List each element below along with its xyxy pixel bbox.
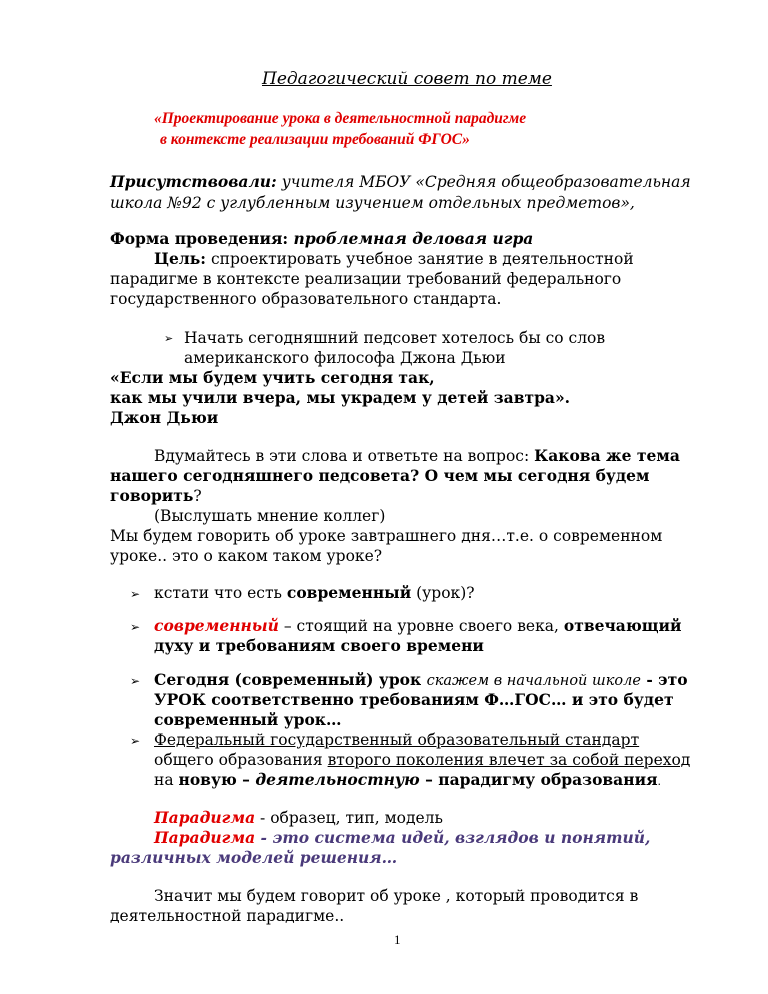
arrow-bullet-icon: ➢ bbox=[164, 332, 174, 345]
form-label: Форма проведения: bbox=[110, 229, 294, 248]
present-text-1: учителя МБОУ «Средняя общеобразовательная bbox=[276, 173, 691, 191]
final-line-1: Значит мы будем говорит об уроке , который проводится в bbox=[154, 887, 639, 905]
present-label: Присутствовали: bbox=[110, 172, 277, 191]
theme-line-2: в контексте реализации требований ФГОС» bbox=[160, 131, 470, 148]
bullet-2-text-a: кстати что есть bbox=[154, 584, 287, 602]
paradigm-2-line-2: различных моделей решения… bbox=[110, 848, 398, 867]
quote-line-2: как мы учили вчера, мы украдем у детей завтра». bbox=[110, 388, 571, 407]
bullet-2-text-c: (урок)? bbox=[411, 584, 475, 602]
bullet-4-line-1 bbox=[154, 670, 688, 691]
paradigm-2-def: - это система идей, взглядов и понятий, bbox=[255, 828, 651, 847]
bullet-2-line bbox=[154, 583, 475, 603]
goal-line-3: государственного образовательного стандарта. bbox=[110, 290, 502, 308]
p1-text: Вдумайтесь в эти слова и ответьте на вопрос: bbox=[154, 447, 535, 465]
paradigm-1-def: - образец, тип, модель bbox=[255, 809, 443, 827]
p3-line-2: уроке.. это о каком таком уроке? bbox=[110, 547, 383, 565]
p1-line-3 bbox=[110, 486, 202, 506]
bullet-3-bold: отвечающий bbox=[563, 616, 682, 635]
bullet-4-dash: - это bbox=[640, 670, 688, 689]
bullet-1-line-1: Начать сегодняшний педсовет хотелось бы со слов bbox=[184, 329, 606, 347]
paradigm-1-term: Парадигма bbox=[154, 808, 256, 827]
bullet-3-text: – стоящий на уровне своего века, bbox=[278, 617, 564, 635]
arrow-bullet-icon: ➢ bbox=[130, 587, 141, 601]
bullet-5-underlined: второго поколения влечет за собой переход bbox=[327, 751, 691, 769]
bullet-5-text: общего образования bbox=[154, 751, 328, 769]
p3-line-1: Мы будем говорить об уроке завтрашнего дня…т.е. о современном bbox=[110, 527, 663, 545]
bullet-2-bold: современный bbox=[286, 583, 412, 602]
arrow-bullet-icon: ➢ bbox=[130, 674, 141, 688]
arrow-bullet-icon: ➢ bbox=[130, 734, 141, 748]
p1-bold-3: говорить bbox=[110, 486, 194, 505]
bullet-4-italic: скажем в начальной школе bbox=[426, 673, 641, 689]
present-line-2: школа №92 с углубленным изучением отдельных предметов», bbox=[110, 194, 635, 212]
paradigm-1-line bbox=[154, 808, 443, 828]
arrow-bullet-icon: ➢ bbox=[130, 620, 141, 634]
bullet-3-term: современный bbox=[154, 616, 279, 635]
bullet-5-na: на bbox=[154, 771, 179, 789]
bullet-3-line-2: духу и требованиям своего времени bbox=[154, 636, 484, 655]
bullet-5-line-3 bbox=[154, 770, 661, 792]
paradigm-2-line-1 bbox=[154, 828, 650, 848]
goal-line-2: парадигме в контексте реализации требований федерального bbox=[110, 270, 622, 288]
bullet-5-line-2 bbox=[154, 750, 690, 770]
bullet-5-paradigm: – парадигму образования bbox=[419, 770, 658, 789]
p1-bold-1: Какова же тема bbox=[534, 446, 680, 465]
theme-line-1: «Проектирование урока в деятельностной парадигме bbox=[154, 110, 527, 127]
bullet-1-line-2: американского философа Джона Дьюи bbox=[184, 349, 506, 367]
bullet-4-bold: Сегодня (современный) урок bbox=[154, 670, 427, 689]
p1-line-2: нашего сегодняшнего педсовета? О чем мы сегодня будем bbox=[110, 466, 650, 485]
form-line bbox=[110, 229, 533, 249]
goal-text-1: спроектировать учебное занятие в деятельностной bbox=[206, 250, 634, 268]
bullet-4-line-2: УРОК соответственно требованиям Ф…ГОС… и это будет bbox=[154, 690, 674, 709]
bullet-5-period: . bbox=[657, 775, 662, 788]
bullet-3-line-1 bbox=[154, 616, 682, 636]
bullet-4-line-3: современный урок… bbox=[154, 710, 342, 729]
goal-label: Цель: bbox=[154, 249, 207, 268]
goal-line-1 bbox=[154, 249, 634, 269]
bullet-5-new: новую – bbox=[178, 770, 256, 789]
bullet-5-activity: деятельностную bbox=[255, 770, 420, 789]
quote-author: Джон Дьюи bbox=[110, 408, 219, 427]
page-number: 1 bbox=[394, 932, 401, 947]
page-title: Педагогический совет по теме bbox=[262, 69, 552, 89]
final-line-2: деятельностной парадигме.. bbox=[110, 907, 345, 925]
p2-line: (Выслушать мнение коллег) bbox=[154, 507, 386, 525]
p1-line-1 bbox=[154, 446, 680, 466]
form-value: проблемная деловая игра bbox=[293, 229, 534, 248]
quote-line-1: «Если мы будем учить сегодня так, bbox=[110, 368, 435, 387]
bullet-5-line-1: Федеральный государственный образовательный стандарт bbox=[154, 731, 640, 749]
paradigm-2-term: Парадигма bbox=[154, 828, 256, 847]
present-line-1 bbox=[110, 172, 691, 192]
p1-question-mark: ? bbox=[193, 487, 202, 505]
